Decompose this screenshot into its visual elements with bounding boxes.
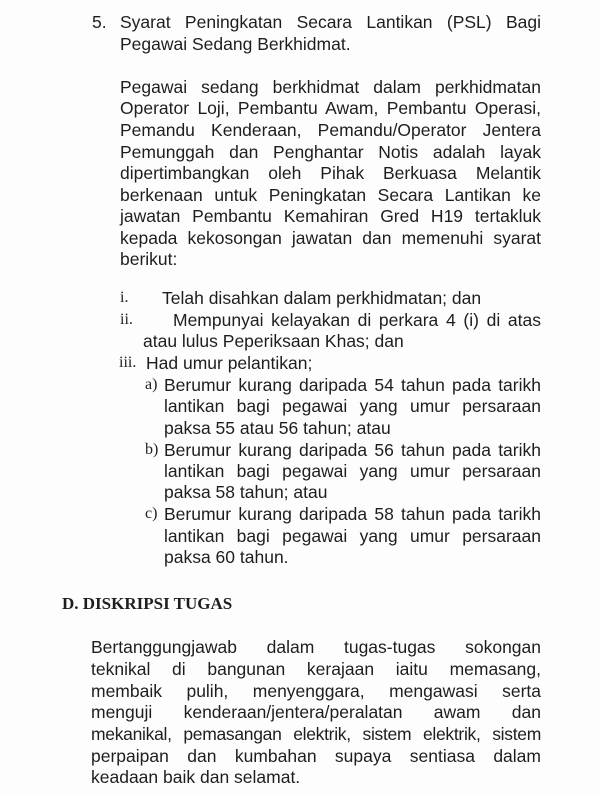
paragraph-line: dipertimbangkan oleh Pihak Berkuasa Melantik	[120, 163, 541, 183]
sublist-item-line: paksa 60 tahun.	[164, 547, 289, 567]
sublist-item-line: lantikan bagi pegawai yang umur persaraan	[164, 526, 541, 546]
paragraph-line: berkenaan untuk Peningkatan Secara Lantikan ke	[120, 185, 541, 205]
sublist-marker: c)	[145, 505, 158, 522]
list-item-line: Mempunyai kelayakan di perkara 4 (i) di atas	[173, 310, 541, 330]
sublist-item-line: Berumur kurang daripada 56 tahun pada tarikh	[164, 440, 541, 460]
list-marker: iii.	[119, 354, 137, 371]
sublist-item-line: Berumur kurang daripada 54 tahun pada tarikh	[164, 375, 541, 395]
list-marker: ii.	[120, 311, 133, 328]
section-title-line: Syarat Peningkatan Secara Lantikan (PSL) Bagi	[120, 12, 541, 32]
paragraph-line: Pemunggah dan Penghantar Notis adalah layak	[120, 142, 541, 162]
paragraph-line: mekanikal, pemasangan elektrik, sistem elektrik, sistem	[91, 724, 541, 744]
sublist-marker: b)	[145, 441, 159, 458]
paragraph-line: teknikal di bangunan kerajaan iaitu memasang,	[91, 659, 541, 679]
paragraph-line: Pemandu Kenderaan, Pemandu/Operator Jentera	[120, 120, 541, 140]
section-title-line: Pegawai Sedang Berkhidmat.	[120, 34, 351, 54]
paragraph-line: menguji kenderaan/jentera/peralatan awam dan	[91, 702, 541, 722]
list-item-line: atau lulus Peperiksaan Khas; dan	[143, 331, 404, 351]
paragraph-line: membaik pulih, menyenggara, mengawasi serta	[91, 681, 541, 701]
list-item-line: Had umur pelantikan;	[146, 353, 313, 373]
paragraph-line: Pegawai sedang berkhidmat dalam perkhidmatan	[120, 77, 541, 97]
paragraph-line: jawatan Pembantu Kemahiran Gred H19 tertakluk	[120, 206, 541, 226]
section-heading: D. DISKRIPSI TUGAS	[62, 594, 233, 613]
section-number: 5.	[92, 12, 107, 32]
paragraph-line: perpaipan dan kumbahan supaya sentiasa dalam	[91, 746, 541, 766]
sublist-item-line: lantikan bagi pegawai yang umur persaraan	[164, 396, 541, 416]
list-item-line: Telah disahkan dalam perkhidmatan; dan	[162, 288, 482, 308]
paragraph-line: Bertanggungjawab dalam tugas-tugas sokongan	[91, 637, 541, 657]
sublist-item-line: paksa 58 tahun; atau	[164, 482, 328, 502]
sublist-marker: a)	[145, 376, 158, 393]
sublist-item-line: lantikan bagi pegawai yang umur persaraan	[164, 461, 541, 481]
sublist-item-line: paksa 55 atau 56 tahun; atau	[164, 418, 391, 438]
list-marker: i.	[120, 289, 129, 306]
paragraph-line: berikut:	[120, 249, 178, 269]
paragraph-line: keadaan baik dan selamat.	[91, 767, 301, 787]
paragraph-line: Operator Loji, Pembantu Awam, Pembantu Operasi,	[120, 98, 541, 118]
paragraph-line: kepada kekosongan jawatan dan memenuhi syarat	[120, 228, 541, 248]
sublist-item-line: Berumur kurang daripada 58 tahun pada tarikh	[164, 504, 541, 524]
